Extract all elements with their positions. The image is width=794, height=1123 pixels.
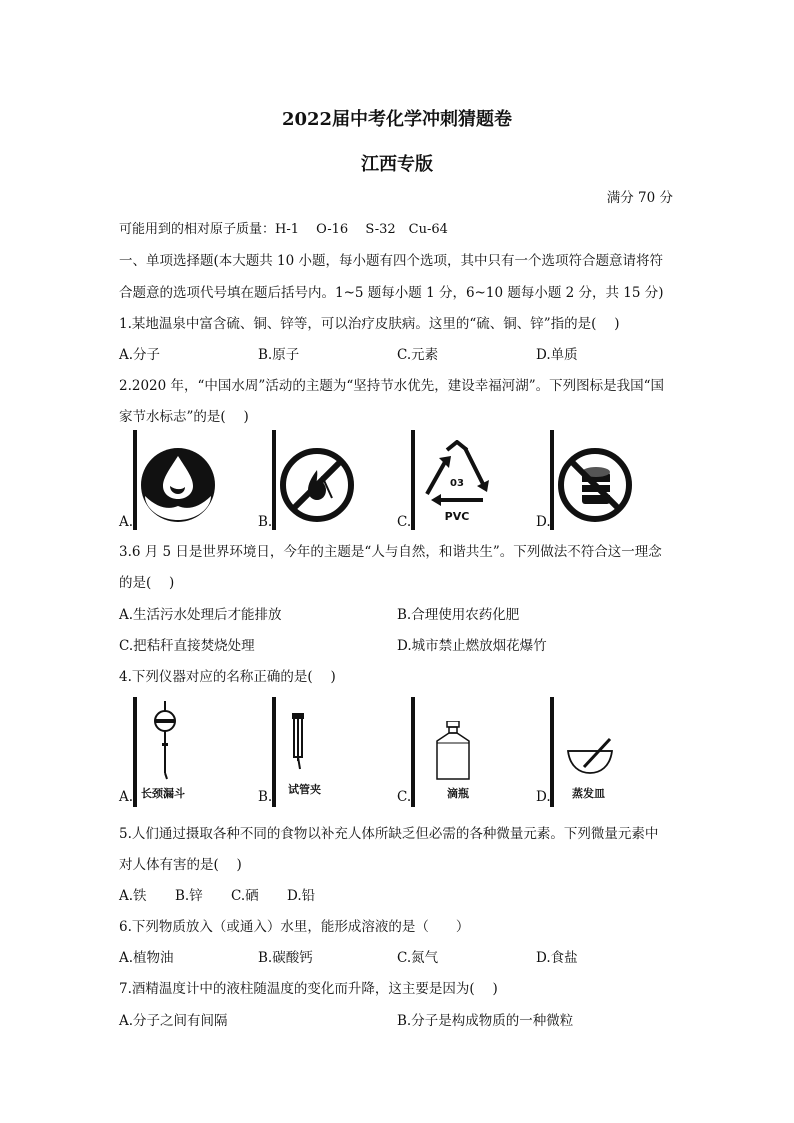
q2-stem-line1: 2.2020 年，“中国水周”活动的主题为“坚持节水优先，建设幸福河湖”。下列图标是我国“国 (119, 378, 665, 394)
q2-figure-d[interactable] (536, 430, 646, 530)
q4-figure-d[interactable] (536, 697, 646, 807)
q5-option-a[interactable]: A.铁 (119, 888, 147, 904)
q4-name-b: 试管夹 (288, 783, 321, 796)
q3-stem-line1: 3.6 月 5 日是世界环境日，今年的主题是“人与自然，和谐共生”。下列做法不符合这一理念 (119, 544, 662, 560)
q1-option-c[interactable]: C.元素 (397, 347, 439, 363)
q3-option-a[interactable]: A.生活污水处理后才能排放 (119, 607, 282, 623)
q3-option-d[interactable]: D.城市禁止燃放烟花爆竹 (397, 638, 547, 654)
recycle-text: PVC (444, 510, 470, 523)
q1-stem: 1.某地温泉中富含硫、铜、锌等，可以治疗皮肤病。这里的“硫、铜、锌”指的是( ) (119, 316, 620, 332)
q6-stem: 6.下列物质放入（或通入）水里，能形成溶液的是（ ） (119, 919, 470, 935)
q6-option-b[interactable]: B.碳酸钙 (258, 950, 313, 966)
q2-figure-c[interactable] (397, 430, 507, 530)
q5-option-b[interactable]: B.锌 (175, 888, 203, 904)
atomic-masses: 可能用到的相对原子质量：H-1 O-16 S-32 Cu-64 (119, 222, 448, 237)
q6-option-c[interactable]: C.氮气 (397, 950, 439, 966)
q2-figure-a[interactable] (119, 430, 229, 530)
q2-label-d: D. (536, 514, 551, 530)
q1-option-b[interactable]: B.原子 (258, 347, 300, 363)
figure-divider (272, 697, 276, 807)
q5-option-d[interactable]: D.铅 (287, 888, 316, 904)
q4-name-a: 长颈漏斗 (141, 787, 185, 800)
dropper-bottle-icon (433, 721, 473, 781)
section1-instruction-line2: 合题意的选项代号填在题后括号内。1~5 题每小题 1 分，6~10 题每小题 2 分，共 15 分) (119, 285, 664, 301)
q5-stem-line2: 对人体有害的是( ) (119, 857, 242, 873)
q4-name-c: 滴瓶 (447, 787, 469, 800)
q7-option-a[interactable]: A.分子之间有间隔 (119, 1013, 228, 1029)
q7-option-b[interactable]: B.分子是构成物质的一种微粒 (397, 1013, 574, 1029)
no-flammable-icon (556, 446, 634, 524)
q4-name-d: 蒸发皿 (572, 787, 605, 800)
figure-divider (133, 430, 137, 530)
total-score: 满分 70 分 (606, 190, 673, 206)
q2-label-a: A. (119, 514, 134, 530)
q4-figure-c[interactable] (397, 697, 507, 807)
q4-figure-a[interactable] (119, 697, 229, 807)
evaporating-dish-icon (566, 737, 616, 777)
figure-divider (133, 697, 137, 807)
page-subtitle: 江西专版 (361, 154, 433, 175)
water-saving-icon (139, 446, 217, 524)
figure-divider (272, 430, 276, 530)
figure-divider (411, 697, 415, 807)
recycle-number: 03 (450, 478, 464, 489)
no-fire-icon (278, 446, 356, 524)
q6-option-d[interactable]: D.食盐 (536, 950, 578, 966)
q4-stem: 4.下列仪器对应的名称正确的是( ) (119, 669, 336, 685)
q3-option-c[interactable]: C.把秸秆直接焚烧处理 (119, 638, 255, 654)
q4-label-c: C. (397, 789, 412, 805)
page-title: 2022届中考化学冲刺猜题卷 (281, 109, 513, 130)
q5-option-c[interactable]: C.硒 (231, 888, 259, 904)
q1-option-a[interactable]: A.分子 (119, 347, 161, 363)
q2-stem-line2: 家节水标志”的是( ) (119, 409, 249, 425)
pvc-recycle-icon (417, 440, 497, 526)
q1-option-d[interactable]: D.单质 (536, 347, 578, 363)
q4-label-a: A. (119, 789, 134, 805)
q7-stem: 7.酒精温度计中的液柱随温度的变化而升降，这主要是因为( ) (119, 981, 498, 997)
long-neck-funnel-icon (145, 701, 185, 781)
q2-label-c: C. (397, 514, 412, 530)
q4-label-b: B. (258, 789, 273, 805)
q2-label-b: B. (258, 514, 273, 530)
q4-label-d: D. (536, 789, 551, 805)
section1-instruction-line1: 一、单项选择题(本大题共 10 小题，每小题有四个选项，其中只有一个选项符合题意请将符 (119, 253, 664, 269)
figure-divider (411, 430, 415, 530)
q5-stem-line1: 5.人们通过摄取各种不同的食物以补充人体所缺乏但必需的各种微量元素。下列微量元素中 (119, 826, 659, 842)
q2-figure-b[interactable] (258, 430, 368, 530)
test-tube-clamp-icon (288, 713, 308, 773)
q3-option-b[interactable]: B.合理使用农药化肥 (397, 607, 520, 623)
q3-stem-line2: 的是( ) (119, 575, 175, 591)
q4-figure-b[interactable] (258, 697, 368, 807)
q6-option-a[interactable]: A.植物油 (119, 950, 174, 966)
